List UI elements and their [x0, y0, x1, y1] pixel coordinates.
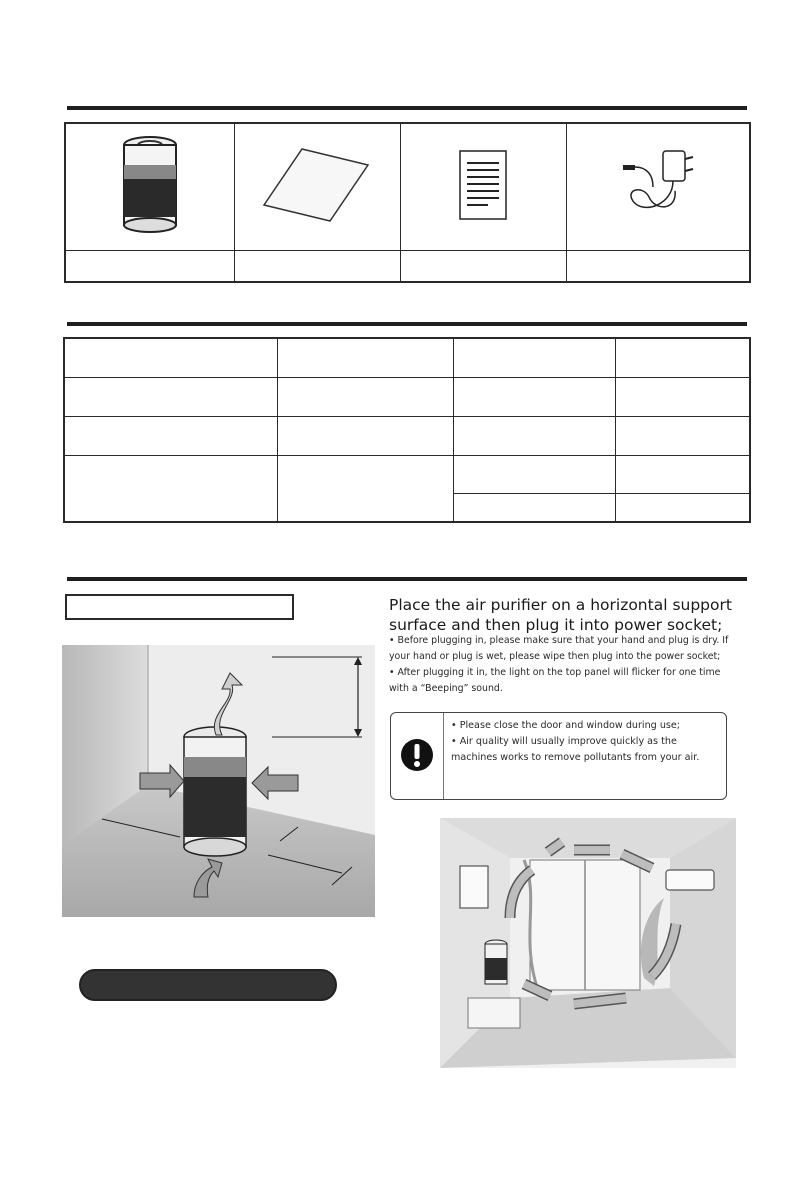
spec-label-cell — [64, 456, 277, 522]
accessory-caption-manual — [400, 251, 566, 283]
section-rule-accessories — [67, 106, 747, 110]
spec-value-cell — [615, 378, 750, 417]
notice-line: • Air quality will usually improve quickly as the machines works to remove pollutants from your air. — [451, 736, 700, 763]
section-rule-specifications — [67, 322, 747, 326]
notice-line: • Please close the door and window during use; — [451, 720, 681, 731]
spec-label-cell — [64, 338, 277, 378]
notice-text — [451, 718, 721, 766]
spec-value-cell — [277, 417, 453, 456]
accessory-caption-purifier — [65, 251, 234, 283]
room-airflow-illustration — [440, 818, 736, 1068]
placement-caption-pill — [79, 969, 337, 1001]
accessory-caption-adapter — [566, 251, 750, 283]
spec-label-cell — [454, 494, 616, 522]
exclamation-icon — [400, 738, 434, 772]
room-purifier-icon — [485, 940, 507, 984]
spec-value-cell — [277, 456, 453, 522]
accessory-cell-purifier — [65, 123, 234, 251]
accessory-cell-manual — [400, 123, 566, 251]
spec-value-cell — [615, 456, 750, 494]
spec-value-cell — [615, 417, 750, 456]
power-adapter-icon — [613, 145, 703, 225]
spec-label-cell — [454, 378, 616, 417]
spec-label-cell — [454, 456, 616, 494]
notice-box — [390, 712, 727, 800]
air-purifier-icon — [120, 135, 180, 235]
accessory-cell-filter — [234, 123, 400, 251]
specifications-table — [63, 337, 751, 523]
spec-value-cell — [277, 338, 453, 378]
spec-label-cell — [454, 417, 616, 456]
section-rule-placement — [67, 577, 747, 581]
accessory-caption-filter — [234, 251, 400, 283]
spec-label-cell — [64, 417, 277, 456]
accessories-table — [64, 122, 751, 283]
placement-heading: Place the air purifier on a horizontal support surface and then plug it into power socket; — [389, 596, 732, 634]
spec-label-cell — [64, 378, 277, 417]
instruction-item: • Before plugging in, please make sure that your hand and plug is dry. If your hand or plug is wet, please wipe then plug into the power socket; — [389, 635, 729, 662]
spec-value-cell — [277, 378, 453, 417]
accessory-cell-adapter — [566, 123, 750, 251]
spec-label-cell — [454, 338, 616, 378]
placement-label-box — [65, 594, 294, 620]
purifier-unit — [184, 727, 246, 856]
placement-instructions — [389, 633, 739, 697]
placement-illustration — [62, 645, 375, 917]
notice-icon-column — [391, 713, 444, 799]
spec-value-cell — [615, 338, 750, 378]
manual-icon — [458, 149, 508, 221]
instruction-item: • After plugging it in, the light on the top panel will flicker for one time with a “Beeping” sound. — [389, 667, 721, 694]
filter-sheet-icon — [262, 145, 372, 225]
spec-value-cell — [615, 494, 750, 522]
